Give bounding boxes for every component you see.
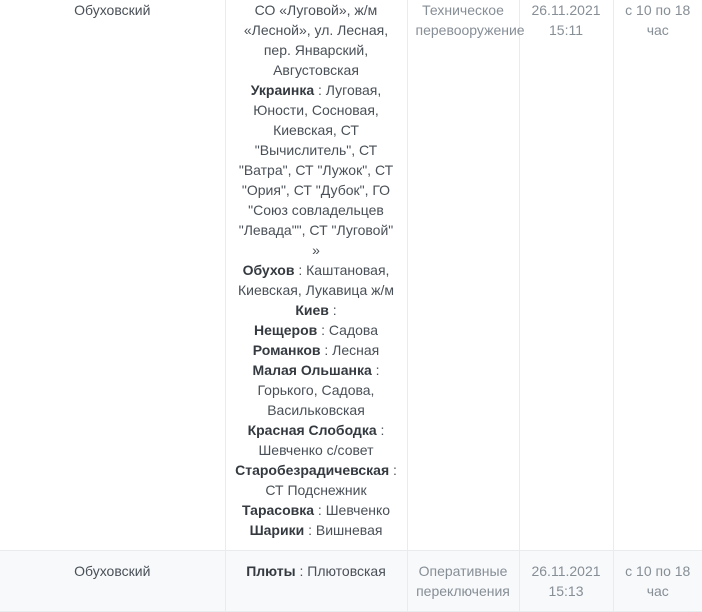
street-names: Шевченко с/совет [258,442,374,458]
streets-group: Киев : [295,302,337,318]
locality-name: Тарасовка [241,502,315,518]
cell-district: Обуховский [0,0,225,551]
locality-name: Украинка [250,82,315,98]
locality-name: Нещеров [254,322,318,338]
streets-group: Малая Ольшанка : Горького, Садова, Васильковская [252,362,380,418]
street-names: Лесная [332,342,380,358]
streets-list-1 [234,561,399,581]
streets-group: Нещеров : Садова [254,322,378,338]
cell-district: Обуховский [0,551,225,612]
locality-name: Обухов [242,262,295,278]
street-names: СТ Подснежник [265,482,367,498]
street-names: Плютовская [307,563,386,579]
table-row [0,551,702,612]
street-names: Садова [328,322,378,338]
locality-name: Киев [295,302,329,318]
streets-group: Украинка : Луговая, Юности, Сосновая, Киевская, СТ "Вычислитель", СТ "Ватра", СТ "Лужок", СТ "Ория", СТ "Дубок", ГО "Союз совладельцев "Левада"", СТ "Луговой" » [238,82,394,258]
cell-streets [225,551,407,612]
cell-date: 26.11.2021 15:13 [519,551,613,612]
locality-name: Малая Ольшанка [252,362,372,378]
streets-group: Красная Слободка : Шевченко с/совет [247,422,385,458]
locality-name: Романков [252,342,321,358]
cell-time: с 10 по 18 час [613,551,702,612]
locality-name: Плюты [246,563,296,579]
streets-group: Обухов : Каштановая, Киевская, Лукавица ж/м [237,262,395,298]
streets-group: Романков : Лесная [252,342,380,358]
cell-reason: Техническое перевооружение [407,0,519,551]
street-names: СО «Луговой», ж/м «Лесной», ул. Лесная, пер. Январский, Августовская [243,2,389,78]
streets-group: Шарики : Вишневая [249,522,383,538]
locality-name: Красная Слободка [247,422,377,438]
locality-name: Старобезрадичевская [235,462,390,478]
streets-group [234,0,399,80]
cell-time: с 10 по 18 час [613,0,702,551]
cell-date: 26.11.2021 15:11 [519,0,613,551]
street-names: Вишневая [315,522,383,538]
locality-name: Шарики [249,522,305,538]
streets-group: Плюты : Плютовская [246,563,386,579]
cell-streets [225,0,407,551]
streets-group: Старобезрадичевская : СТ Подснежник [235,462,397,498]
street-names: Каштановая, Киевская, Лукавица ж/м [237,262,395,298]
street-names: Горького, Садова, Васильковская [257,382,375,418]
street-names: Луговая, Юности, Сосновая, Киевская, СТ "Вычислитель", СТ "Ватра", СТ "Лужок", СТ "Ория", СТ "Дубок", ГО "Союз совладельцев "Левада"", СТ "Луговой" » [238,82,394,258]
streets-group: Тарасовка : Шевченко [241,502,391,518]
street-names: Шевченко [325,502,391,518]
streets-list-0 [234,0,399,540]
cell-reason: Оперативные переключения [407,551,519,612]
